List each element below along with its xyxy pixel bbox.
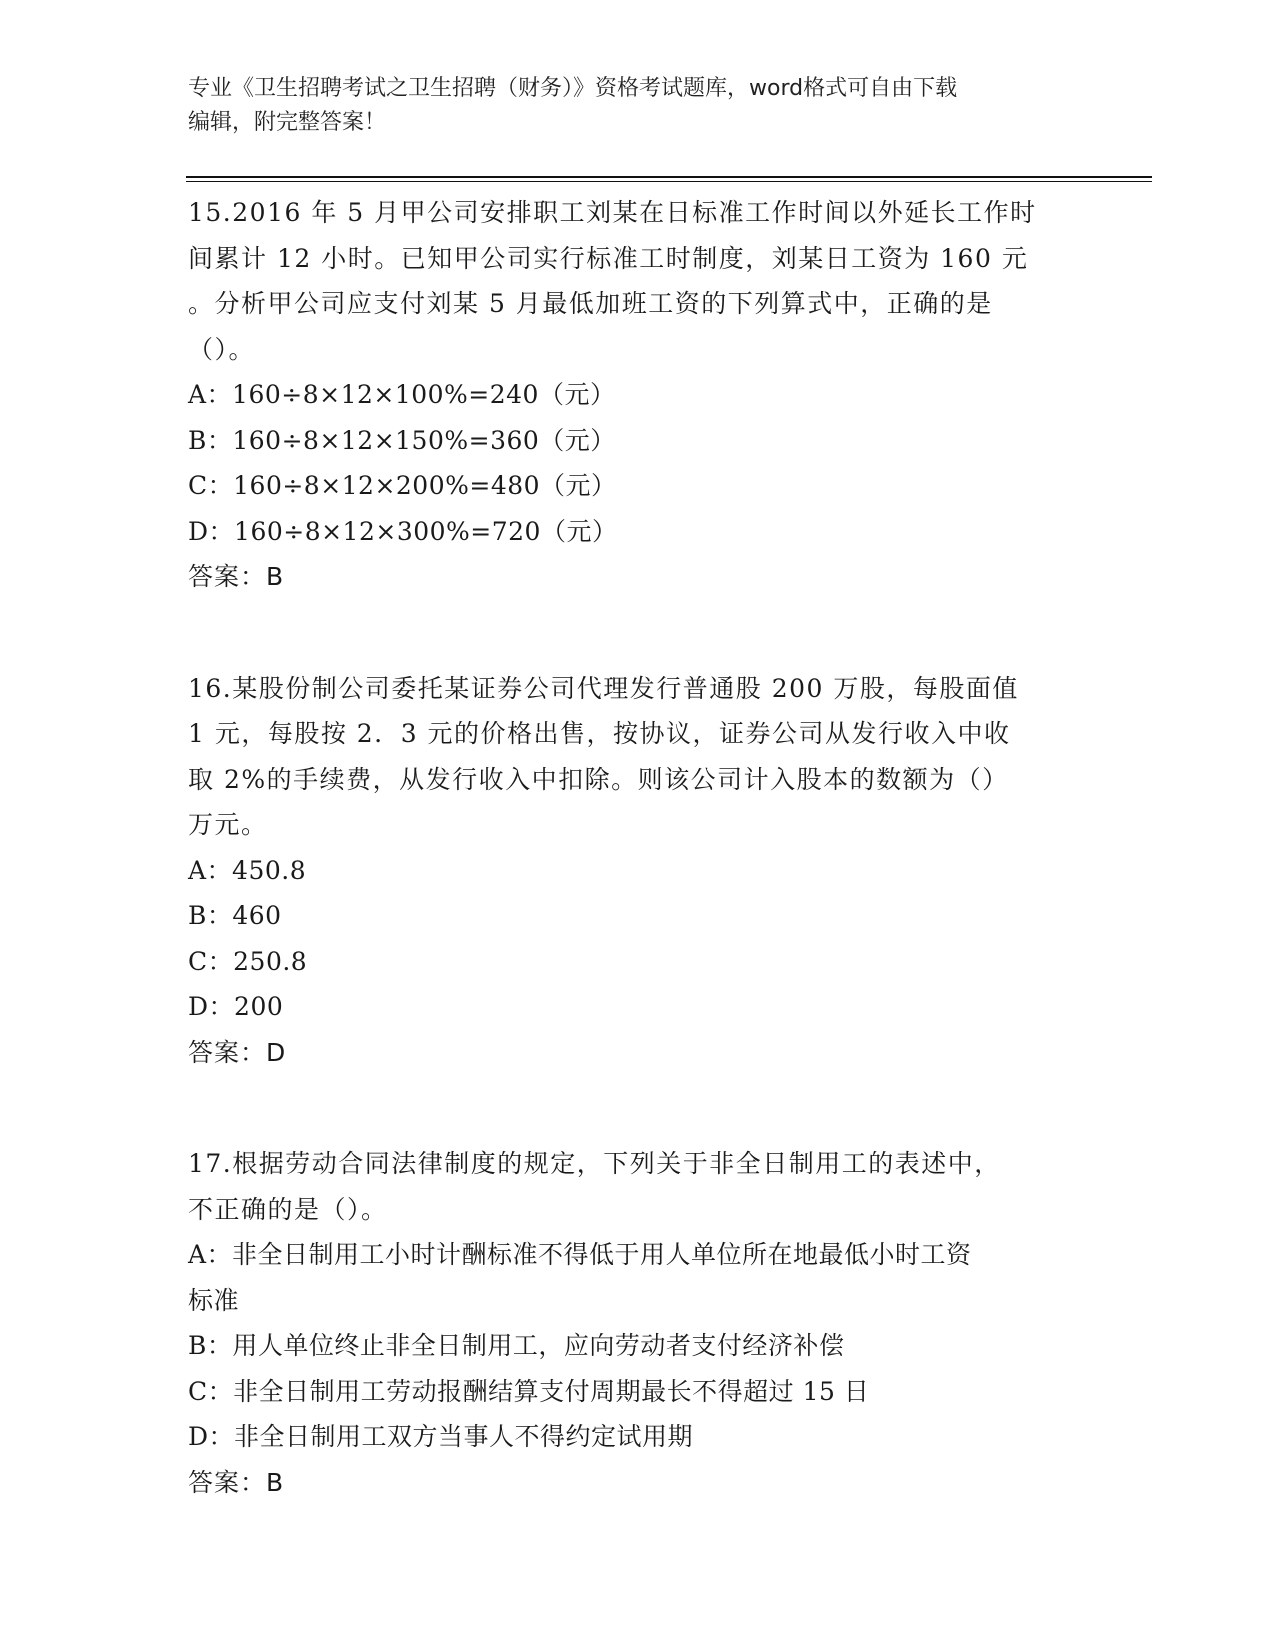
question-16-option-c: C：250.8: [188, 946, 308, 976]
question-17-option-b: B：用人单位终止非全日制用工，应向劳动者支付经济补偿: [188, 1331, 845, 1360]
question-16-stem-line-4: 万元。: [188, 810, 268, 839]
header-divider-thin: [186, 181, 1152, 182]
question-15-stem-line-2: 间累计 12 小时。已知甲公司实行标准工时制度，刘某日工资为 160 元: [188, 243, 1029, 273]
header-description-line-2: 编辑，附完整答案！: [188, 110, 387, 135]
question-15-option-a: A：160÷8×12×100%=240（元）: [188, 380, 616, 409]
question-17-option-d: D：非全日制用工双方当事人不得约定试用期: [188, 1422, 694, 1451]
question-16-option-a: A：450.8: [188, 855, 307, 885]
question-15-option-d: D：160÷8×12×300%=720（元）: [188, 516, 618, 546]
question-15-answer: 答案：B: [188, 562, 285, 591]
question-list: [188, 190, 1088, 1571]
question-17-option-c: C：非全日制用工劳动报酬结算支付周期最长不得超过 15 日: [188, 1376, 870, 1406]
header-description-line-1: 专业《卫生招聘考试之卫生招聘（财务）》资格考试题库，word格式可自由下载: [188, 76, 958, 101]
question-17-stem-line-1: 17.根据劳动合同法律制度的规定，下列关于非全日制用工的表述中，: [188, 1149, 1001, 1178]
question-15-stem-line-3: 。分析甲公司应支付刘某 5 月最低加班工资的下列算式中，正确的是: [188, 289, 993, 318]
question-15-stem-line-4: （）。: [188, 334, 256, 364]
question-16: [188, 666, 1088, 1076]
question-15-option-b: B：160÷8×12×150%=360（元）: [188, 425, 616, 455]
question-16-stem-line-1: 16.某股份制公司委托某证券公司代理发行普通股 200 万股，每股面值: [188, 673, 1019, 703]
question-17-option-a-continued: 标准: [188, 1285, 240, 1315]
question-16-option-d: D：200: [188, 992, 284, 1021]
question-17-option-a: A：非全日制用工小时计酬标准不得低于用人单位所在地最低小时工资: [188, 1240, 972, 1269]
question-16-answer: 答案：D: [188, 1037, 287, 1067]
question-17: [188, 1141, 1088, 1505]
question-15-stem-line-1: 15.2016 年 5 月甲公司安排职工刘某在日标准工作时间以外延长工作时: [188, 198, 1037, 227]
question-15-option-c: C：160÷8×12×200%=480（元）: [188, 471, 617, 500]
question-16-stem-line-3: 取 2%的手续费，从发行收入中扣除。则该公司计入股本的数额为（）: [188, 764, 1009, 794]
header-divider-thick: [186, 176, 1152, 178]
question-17-stem-line-2: 不正确的是（）。: [188, 1194, 388, 1224]
question-16-stem-line-2: 1 元，每股按 2．3 元的价格出售，按协议，证券公司从发行收入中收: [188, 719, 1011, 748]
question-16-option-b: B：460: [188, 901, 282, 930]
document-header: [188, 72, 1068, 140]
question-15: [188, 190, 1088, 600]
question-17-answer: 答案：B: [188, 1467, 285, 1497]
